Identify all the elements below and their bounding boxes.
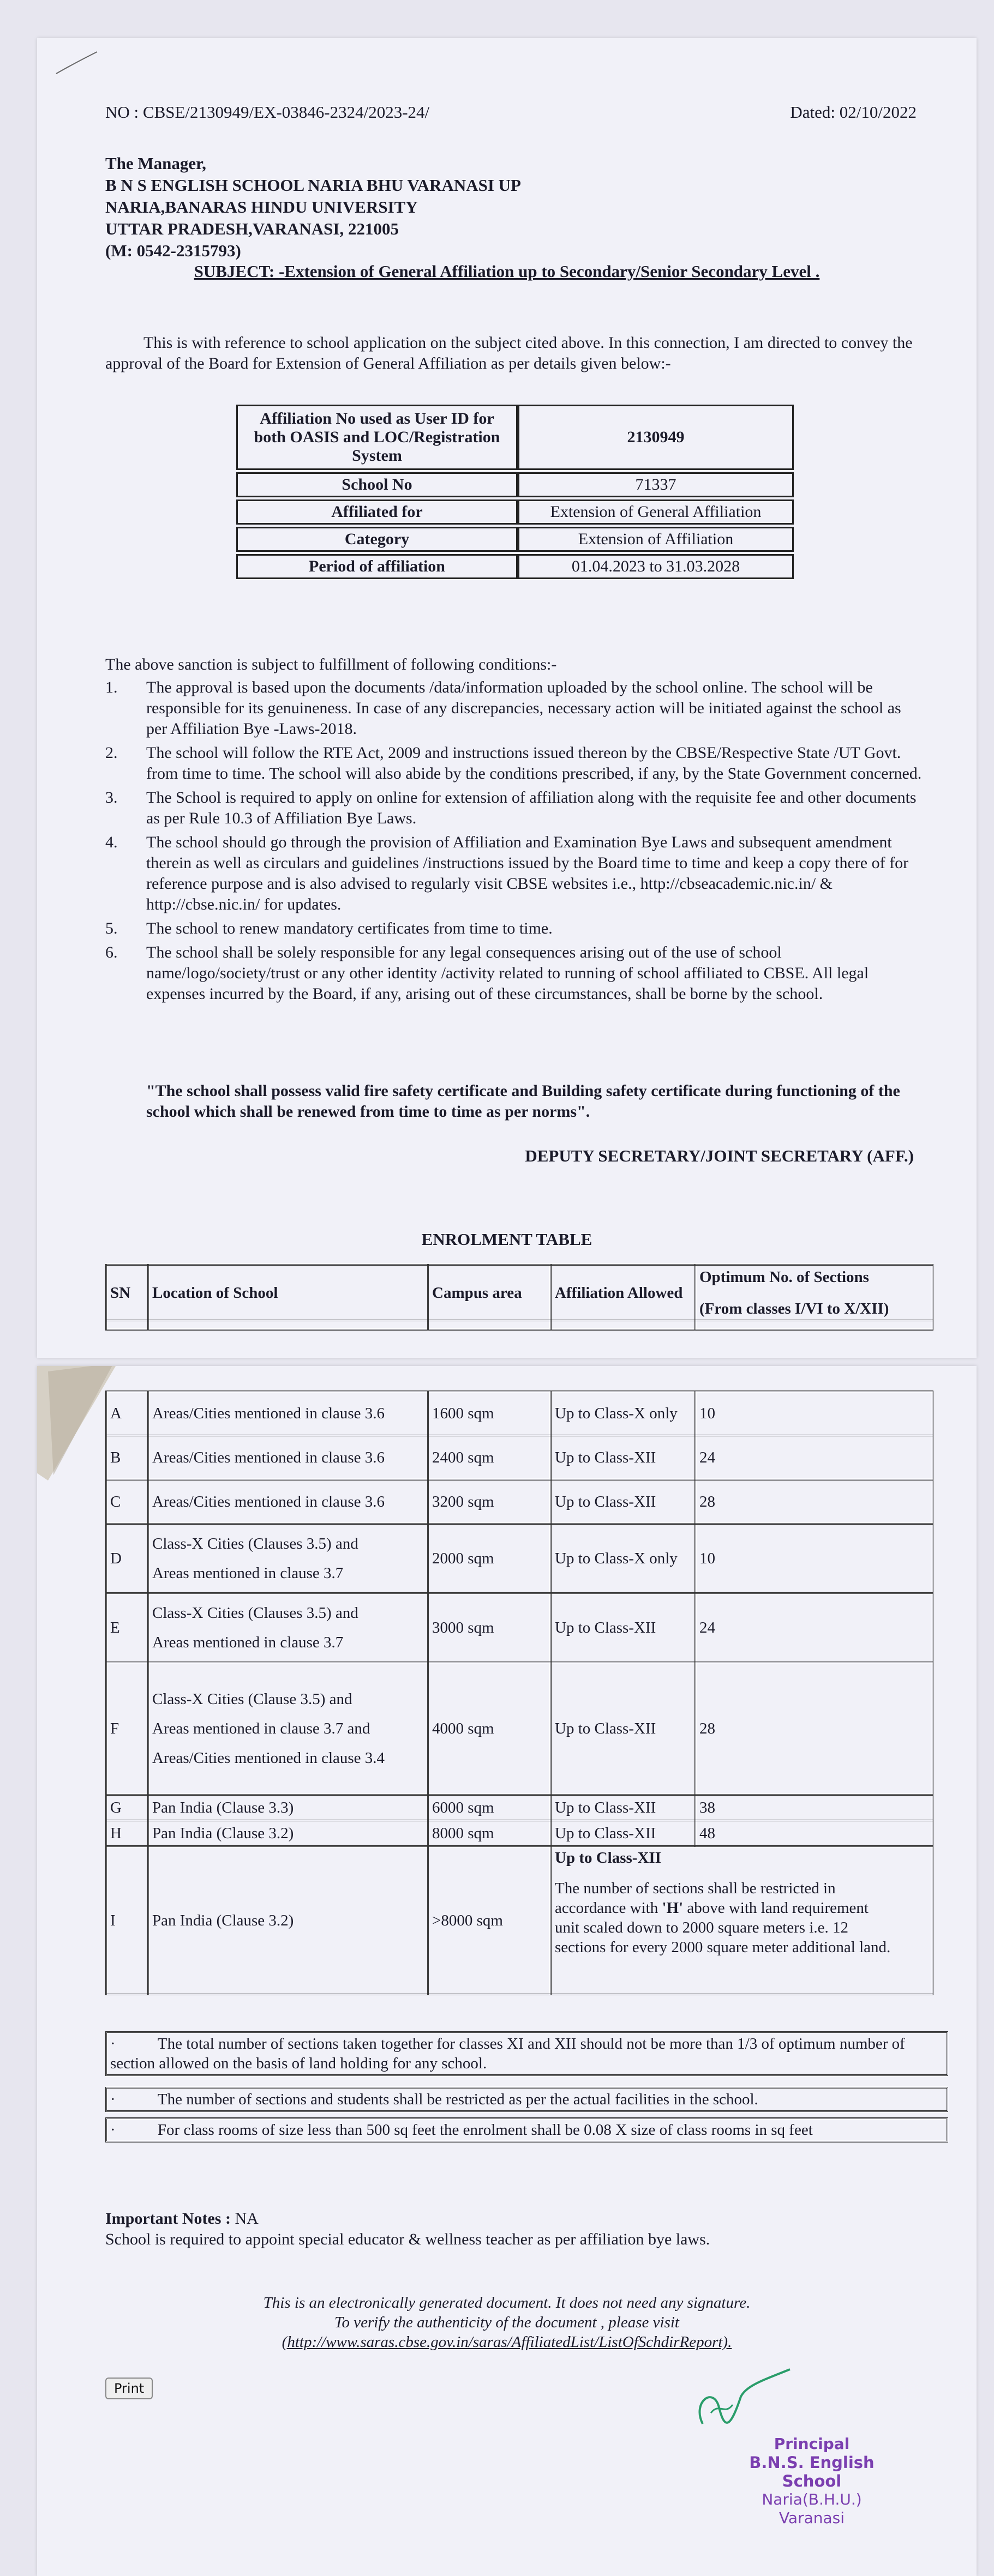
item-number: 2. bbox=[105, 744, 118, 762]
item-text: The school will follow the RTE Act, 2009 and instructions issued thereon by the CBSE/Respective State /UT Govt. from time to time. The school will also abide by the conditions prescribed, if any, by the State Government concerned. bbox=[146, 744, 922, 783]
pen-mark-icon bbox=[53, 46, 103, 79]
cell-campus: 2400 sqm bbox=[428, 1436, 551, 1480]
cell-location bbox=[148, 1593, 428, 1663]
cell-allowed: Up to Class-XII bbox=[551, 1436, 696, 1480]
location-line: Areas/Cities mentioned in clause 3.6 bbox=[152, 1405, 385, 1422]
affiliation-value: 01.04.2023 to 31.03.2028 bbox=[518, 554, 794, 579]
cell-sn: B bbox=[106, 1436, 148, 1480]
item-number: 6. bbox=[105, 943, 118, 961]
list-item bbox=[105, 832, 924, 915]
item-number: 3. bbox=[105, 789, 118, 806]
item-text: The school should go through the provision of Affiliation and Examination Bye Laws and subsequent amendment therein as well as circulars and guidelines /instructions issued by the Board time to time and keep a copy there of for reference purpose and is also advised to regularly visit CBSE websites i.e., http://cbseacademic.nic.in/ & http://cbse.nic.in/ for updates. bbox=[146, 833, 909, 913]
bullet: · bbox=[110, 2035, 116, 2053]
cell-location bbox=[148, 1821, 428, 1846]
table-row bbox=[106, 1480, 933, 1524]
table-row bbox=[106, 1321, 933, 1330]
cell-location bbox=[148, 1663, 428, 1795]
location-line: Class-X Cities (Clause 3.5) and bbox=[152, 1690, 352, 1708]
cell-location: Pan India (Clause 3.2) bbox=[148, 1846, 428, 1995]
location-line: Class-X Cities (Clauses 3.5) and bbox=[152, 1535, 358, 1552]
enrolment-table-title: ENROLMENT TABLE bbox=[421, 1230, 592, 1249]
list-item bbox=[105, 918, 924, 939]
conditions-list bbox=[105, 677, 924, 1008]
column-header-campus: Campus area bbox=[428, 1265, 551, 1321]
letter-date: Dated: 02/10/2022 bbox=[790, 103, 917, 122]
reference-number: NO : CBSE/2130949/EX-03846-2324/2023-24/ bbox=[105, 103, 430, 122]
table-row bbox=[106, 1846, 933, 1995]
fire-safety-notice: "The school shall possess valid fire safety certificate and Building safety certificate during functioning of the school which shall be renewed from time to time as per norms". bbox=[146, 1082, 900, 1121]
location-line: Class-X Cities (Clauses 3.5) and bbox=[152, 1604, 358, 1622]
table-row bbox=[106, 1663, 933, 1795]
row-i-text: The number of sections shall be restricted in accordance with bbox=[555, 1880, 836, 1917]
verification-link[interactable]: (http://www.saras.cbse.gov.in/saras/AffiliatedList/ListOfSchdirReport). bbox=[282, 2333, 732, 2351]
stamp-line: Naria(B.H.U.) Varanasi bbox=[762, 2490, 862, 2527]
table-row bbox=[106, 1593, 933, 1663]
note-text: For class rooms of size less than 500 sq feet the enrolment shall be 0.08 X size of class rooms in sq feet bbox=[157, 2121, 813, 2139]
cell-allowed: Up to Class-XII bbox=[551, 1795, 696, 1821]
optimum-header-line: (From classes I/VI to X/XII) bbox=[699, 1299, 889, 1317]
location-line: Pan India (Clause 3.3) bbox=[152, 1799, 294, 1816]
cell-allowed: Up to Class-X only bbox=[551, 1524, 696, 1593]
important-notes-label: Important Notes : bbox=[105, 2210, 231, 2228]
cell-campus: 2000 sqm bbox=[428, 1524, 551, 1593]
location-line: Areas mentioned in clause 3.7 bbox=[152, 1564, 344, 1582]
table-row bbox=[106, 1795, 933, 1821]
bullet: · bbox=[110, 2121, 116, 2139]
table-row bbox=[106, 1821, 933, 1846]
location-line: Areas mentioned in clause 3.7 bbox=[152, 1634, 344, 1651]
cell-sn: C bbox=[106, 1480, 148, 1524]
list-item bbox=[105, 787, 924, 829]
addressee-line: B N S ENGLISH SCHOOL NARIA BHU VARANASI UP bbox=[105, 176, 521, 195]
cell-allowed: Up to Class-XII bbox=[551, 1480, 696, 1524]
footer-disclaimer bbox=[37, 2293, 977, 2352]
enrolment-note bbox=[105, 2031, 948, 2076]
affiliation-value: 71337 bbox=[518, 472, 794, 497]
cell-allowed bbox=[551, 1846, 933, 1995]
cell-optimum: 48 bbox=[696, 1821, 933, 1846]
affiliation-value: 2130949 bbox=[518, 405, 794, 470]
affiliation-value: Extension of General Affiliation bbox=[518, 499, 794, 525]
important-notes bbox=[105, 2208, 710, 2250]
conditions-intro: The above sanction is subject to fulfillment of following conditions:- bbox=[105, 655, 557, 673]
item-number: 5. bbox=[105, 919, 118, 937]
addressee-block bbox=[105, 153, 521, 262]
location-line: Areas mentioned in clause 3.7 and bbox=[152, 1720, 370, 1737]
cell-sn: E bbox=[106, 1593, 148, 1663]
item-number: 1. bbox=[105, 678, 118, 696]
cell-allowed: Up to Class-XII bbox=[551, 1663, 696, 1795]
row-i-text-bold: 'H' bbox=[662, 1899, 684, 1917]
addressee-line: NARIA,BANARAS HINDU UNIVERSITY bbox=[105, 197, 418, 216]
table-row bbox=[236, 527, 794, 552]
column-header-optimum bbox=[696, 1265, 933, 1321]
cell-allowed: Up to Class-XII bbox=[551, 1821, 696, 1846]
location-line: Areas/Cities mentioned in clause 3.6 bbox=[152, 1493, 385, 1510]
signature-mark bbox=[681, 2364, 801, 2440]
item-text: The school to renew mandatory certificates from time to time. bbox=[146, 919, 553, 937]
location-line: Areas/Cities mentioned in clause 3.4 bbox=[152, 1749, 385, 1767]
list-item bbox=[105, 942, 924, 1004]
cell-optimum: 38 bbox=[696, 1795, 933, 1821]
print-button[interactable]: Print bbox=[105, 2378, 153, 2399]
cell-sn: H bbox=[106, 1821, 148, 1846]
addressee-line: UTTAR PRADESH,VARANASI, 221005 bbox=[105, 219, 399, 238]
cell-sn: G bbox=[106, 1795, 148, 1821]
table-row bbox=[236, 554, 794, 579]
cell-campus: 6000 sqm bbox=[428, 1795, 551, 1821]
special-educator-note: School is required to appoint special educator & wellness teacher as per affiliation bye laws. bbox=[105, 2230, 710, 2248]
bullet: · bbox=[110, 2091, 116, 2108]
item-text: The approval is based upon the documents /data/information uploaded by the school online. The school will be responsible for its genuineness. In case of any discrepancies, necessary action will be initiated against the school as per Affiliation Bye -Laws-2018. bbox=[146, 678, 901, 738]
affiliation-key: Affiliation No used as User ID for both OASIS and LOC/Registration System bbox=[236, 405, 518, 470]
cell-campus: 3200 sqm bbox=[428, 1480, 551, 1524]
table-row bbox=[236, 472, 794, 497]
cell-optimum: 24 bbox=[696, 1436, 933, 1480]
row-i-allowed-title: Up to Class-XII bbox=[555, 1849, 661, 1867]
letter-page-2 bbox=[37, 1366, 977, 2576]
cell-location bbox=[148, 1524, 428, 1593]
cell-campus: >8000 sqm bbox=[428, 1846, 551, 1995]
cell-sn: F bbox=[106, 1663, 148, 1795]
cell-location bbox=[148, 1795, 428, 1821]
enrolment-note bbox=[105, 2117, 948, 2142]
subject-line: SUBJECT: -Extension of General Affiliation up to Secondary/Senior Secondary Level . bbox=[194, 262, 820, 281]
cell-campus: 8000 sqm bbox=[428, 1821, 551, 1846]
optimum-header-line: Optimum No. of Sections bbox=[699, 1268, 869, 1286]
column-header-allowed: Affiliation Allowed bbox=[551, 1265, 696, 1321]
item-number: 4. bbox=[105, 833, 118, 851]
cell-location bbox=[148, 1392, 428, 1436]
location-line: Areas/Cities mentioned in clause 3.6 bbox=[152, 1449, 385, 1466]
cell-location bbox=[148, 1480, 428, 1524]
cell-location bbox=[148, 1436, 428, 1480]
note-text: The total number of sections taken together for classes XI and XII should not be more than 1/3 of optimum number of section allowed on the basis of land holding for any school. bbox=[110, 2035, 905, 2072]
item-text: The School is required to apply on online for extension of affiliation along with the requisite fee and other documents as per Rule 10.3 of Affiliation Bye Laws. bbox=[146, 789, 917, 827]
table-row bbox=[236, 499, 794, 525]
footer-line: This is an electronically generated document. It does not need any signature. bbox=[263, 2294, 751, 2312]
cell-campus: 1600 sqm bbox=[428, 1392, 551, 1436]
cell-optimum: 10 bbox=[696, 1524, 933, 1593]
principal-stamp bbox=[741, 2435, 883, 2527]
cell-optimum: 10 bbox=[696, 1392, 933, 1436]
list-item bbox=[105, 743, 924, 784]
addressee-line: (M: 0542-2315793) bbox=[105, 241, 241, 260]
stamp-line: Principal bbox=[774, 2435, 850, 2453]
letter-page-1 bbox=[37, 38, 977, 1358]
table-row bbox=[236, 405, 794, 470]
list-item bbox=[105, 677, 924, 739]
affiliation-key: Period of affiliation bbox=[236, 554, 518, 579]
stamp-line: B.N.S. English School bbox=[749, 2453, 875, 2490]
signatory-title: DEPUTY SECRETARY/JOINT SECRETARY (AFF.) bbox=[525, 1146, 914, 1165]
affiliation-value: Extension of Affiliation bbox=[518, 527, 794, 552]
intro-paragraph: This is with reference to school application on the subject cited above. In this connection, I am directed to convey the approval of the Board for Extension of General Affiliation as per details given below:- bbox=[105, 334, 913, 372]
affiliation-details-table bbox=[236, 402, 794, 581]
table-header-row bbox=[106, 1265, 933, 1321]
cell-campus: 3000 sqm bbox=[428, 1593, 551, 1663]
cell-allowed: Up to Class-X only bbox=[551, 1392, 696, 1436]
cell-campus: 4000 sqm bbox=[428, 1663, 551, 1795]
enrolment-note bbox=[105, 2087, 948, 2112]
column-header-sn: SN bbox=[106, 1265, 148, 1321]
row-i-allowed-text bbox=[555, 1879, 893, 1957]
affiliation-key: Affiliated for bbox=[236, 499, 518, 525]
affiliation-key: School No bbox=[236, 472, 518, 497]
cell-sn: D bbox=[106, 1524, 148, 1593]
important-notes-value: NA bbox=[235, 2210, 259, 2228]
cell-optimum: 28 bbox=[696, 1663, 933, 1795]
table-row bbox=[106, 1436, 933, 1480]
enrolment-table bbox=[105, 1391, 933, 1995]
cell-optimum: 24 bbox=[696, 1593, 933, 1663]
column-header-location: Location of School bbox=[148, 1265, 428, 1321]
addressee-line: The Manager, bbox=[105, 154, 206, 173]
note-text: The number of sections and students shall be restricted as per the actual facilities in the school. bbox=[157, 2091, 758, 2108]
cell-sn: A bbox=[106, 1392, 148, 1436]
affiliation-key: Category bbox=[236, 527, 518, 552]
cell-sn: I bbox=[106, 1846, 148, 1995]
enrolment-table-header bbox=[105, 1264, 933, 1331]
cell-allowed: Up to Class-XII bbox=[551, 1593, 696, 1663]
footer-line: To verify the authenticity of the document , please visit bbox=[334, 2314, 679, 2331]
table-row bbox=[106, 1392, 933, 1436]
table-row bbox=[106, 1524, 933, 1593]
location-line: Pan India (Clause 3.2) bbox=[152, 1825, 294, 1842]
row-i-text: above with land requirement unit scaled down to 2000 square meters i.e. 12 sections for every 2000 square meter additional land. bbox=[555, 1899, 891, 1956]
cell-optimum: 28 bbox=[696, 1480, 933, 1524]
item-text: The school shall be solely responsible for any legal consequences arising out of the use of school name/logo/society/trust or any other identity /activity related to running of school affiliated to CBSE. All legal expenses incurred by the Board, if any, arising out of these circumstances, shall be borne by the school. bbox=[146, 943, 869, 1003]
